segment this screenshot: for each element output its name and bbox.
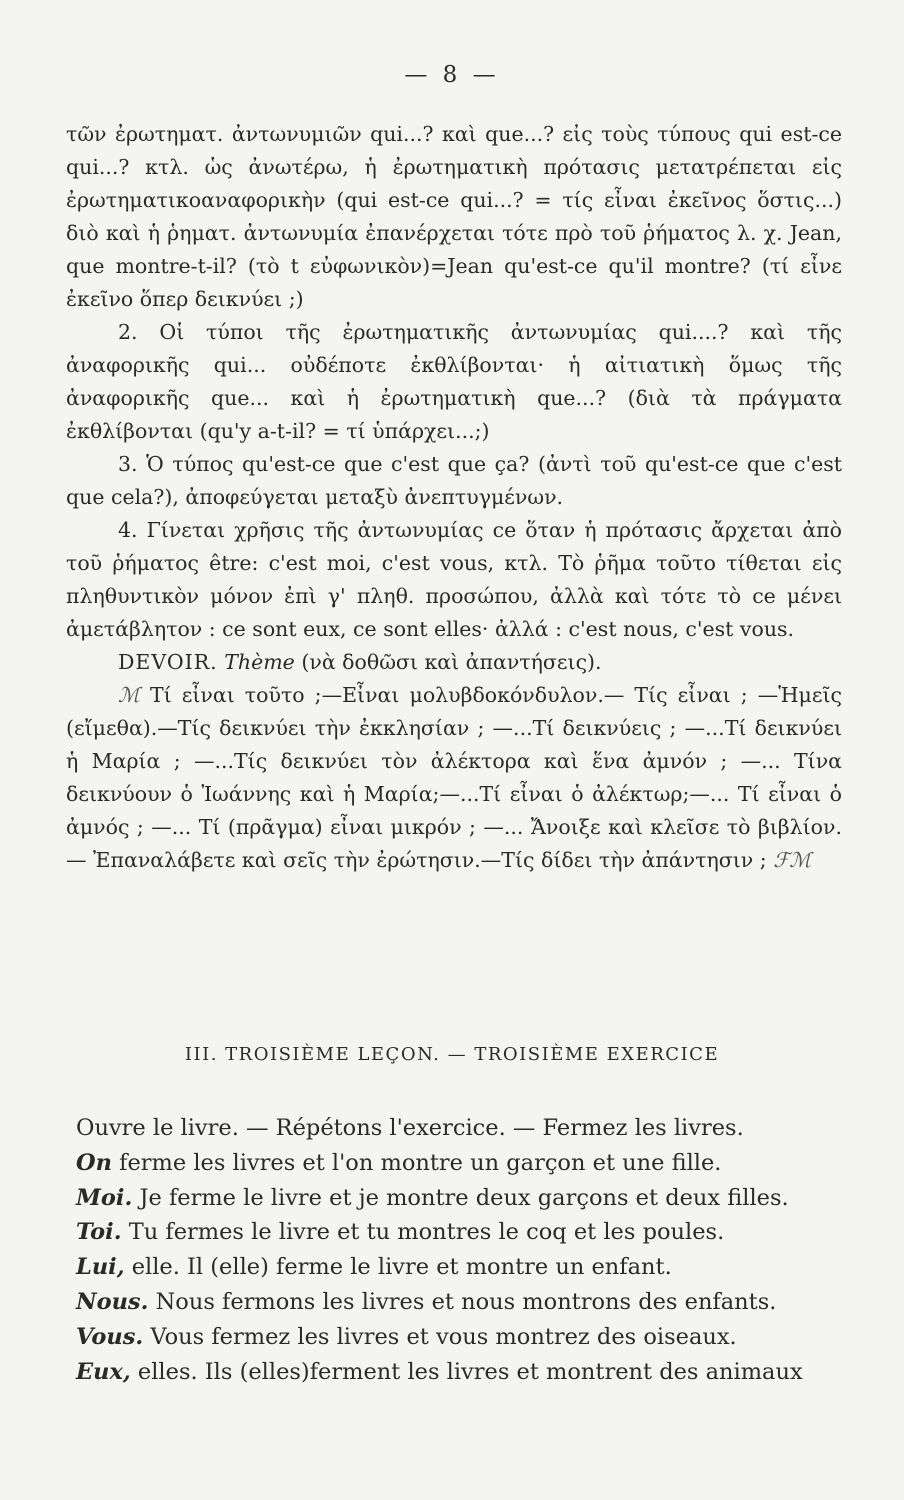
- exercise-line-4: [76, 1215, 852, 1250]
- devoir-text: [66, 679, 842, 877]
- pronoun-label: Lui,: [76, 1254, 125, 1281]
- pronoun-label: On: [76, 1149, 112, 1176]
- handwritten-mark-end: ℱℳ: [773, 848, 812, 872]
- paragraph-4: 4. Γίνεται χρῆσις τῆς ἀντωνυμίας ce ὅταν ἡ πρότασις ἄρχεται ἀπὸ τοῦ ῥήματος être: c'est moi, c'est vous, κτλ. Τὸ ῥῆμα τοῦτο τίθεται εἰς πληθυντικὸν μόνον ἐπὶ γ' πληθ. προσώπου, ἀλλὰ καὶ τότε τὸ ce μένει ἀμετάβλητον : ce sont eux, ce sont elles· ἀλλά : c'est nous, c'est vous.: [66, 518, 842, 641]
- paragraph-2: 2. Οἱ τύποι τῆς ἐρωτηματικῆς ἀντωνυμίας qui....? καὶ τῆς ἀναφορικῆς qui... οὐδέποτε ἐκθλίβονται· ἡ αἰτιατικὴ ὅμως τῆς ἀναφορικῆς que... καὶ ἡ ἐρωτηματικὴ que...? (διὰ τὰ πράγματα ἐκθλίβονται (qu'y a-t-il? = τί ὑπάρχει...;): [66, 320, 842, 443]
- exercise-line-7: [76, 1320, 852, 1355]
- exercise-line-text: Tu fermes le livre et tu montres le coq et les poules.: [128, 1219, 725, 1246]
- handwritten-mark-start: ℳ: [118, 683, 140, 707]
- devoir-label: DEVOIR.: [118, 650, 218, 674]
- exercise-line-text: Ouvre le livre. — Répétons l'exercice. — Fermez les livres.: [76, 1115, 744, 1141]
- exercise-line-2: [76, 1146, 852, 1181]
- exercise-line-text: elles. Ils (elles)ferment les livres et montrent des animaux: [137, 1358, 803, 1385]
- exercise-line-5: [76, 1250, 852, 1285]
- exercise-line-6: [76, 1285, 852, 1320]
- pronoun-label: Toi.: [76, 1219, 122, 1246]
- pronoun-label: Nous.: [76, 1288, 149, 1315]
- page-number: — 8 —: [404, 62, 500, 88]
- exercise-line-text: Nous fermons les livres et nous montrons des enfants.: [155, 1288, 777, 1315]
- exercise-line-text: Je ferme le livre et je montre deux garçons et deux filles.: [139, 1184, 789, 1211]
- theme-label: Thème: [224, 650, 295, 674]
- exercise-line-text: elle. Il (elle) ferme le livre et montre un enfant.: [131, 1254, 672, 1281]
- devoir-heading: [66, 646, 842, 679]
- paragraph-3: 3. Ὁ τύπος qu'est-ce que c'est que ça? (ἀντὶ τοῦ qu'est-ce que c'est que cela?), ἀποφεύγεται μεταξὺ ἀνεπτυγμένων.: [66, 452, 842, 509]
- paragraph-1: τῶν ἐρωτηματ. ἀντωνυμιῶν qui...? καὶ que...? εἰς τοὺς τύπους qui est-ce qui...? κτλ. ὡς ἀνωτέρω, ἡ ἐρωτηματικὴ πρότασις μετατρέπεται εἰς ἐρωτηματικοαναφορικὴν (qui est-ce qui...? = τίς εἶναι ἐκεῖνος ὅστις...) διὸ καὶ ἡ ῥηματ. ἀντωνυμία ἐπανέρχεται τότε πρὸ τοῦ ῥήματος λ. χ. Jean, que montre-t-il? (τὸ t εὐφωνικὸν)=Jean qu'est-ce qu'il montre? (τί εἶνε ἐκεῖνο ὅπερ δεικνύει ;): [66, 122, 842, 311]
- devoir-body: Τί εἶναι τοῦτο ;—Εἶναι μολυβδοκόνδυλον.— Τίς εἶναι ; —Ἡμεῖς (εἴμεθα).—Τίς δεικνύει τὴν ἐκκλησίαν ; —...Τί δεικνύεις ; —...Τί δεικνύει ἡ Μαρία ; —...Τίς δεικνύει τὸν ἀλέκτορα καὶ ἕνα ἀμνόν ; —... Τίνα δεικνύουν ὁ Ἰωάννης καὶ ἡ Μαρία;—...Τί εἶναι ὁ ἀλέκτωρ;—... Τί εἶναι ὁ ἀμνός ; —... Τί (πρᾶγμα) εἶναι μικρόν ; —... Ἄνοιξε καὶ κλεῖσε τὸ βιβλίον.— Ἐπαναλάβετε καὶ σεῖς τὴν ἐρώτησιν.—Τίς δίδει τὴν ἀπάντησιν ;: [66, 683, 842, 872]
- exercise-line-8: [76, 1355, 852, 1390]
- exercise-line-text: Vous fermez les livres et vous montrez des oiseaux.: [150, 1323, 737, 1350]
- pronoun-label: Vous.: [76, 1323, 144, 1350]
- pronoun-label: Eux,: [76, 1358, 131, 1385]
- greek-section: [66, 118, 842, 877]
- exercise-line-3: [76, 1181, 852, 1216]
- devoir-instruction: (νὰ δοθῶσι καὶ ἀπαντήσεις).: [301, 650, 602, 674]
- pronoun-label: Moi.: [76, 1184, 133, 1211]
- exercise-heading: III. TROISIÈME LEÇON. — TROISIÈME EXERCICE: [184, 1044, 720, 1065]
- french-exercise: [76, 1111, 852, 1389]
- exercise-line-text: ferme les livres et l'on montre un garçon et une fille.: [119, 1149, 722, 1176]
- exercise-line-1: [76, 1111, 852, 1146]
